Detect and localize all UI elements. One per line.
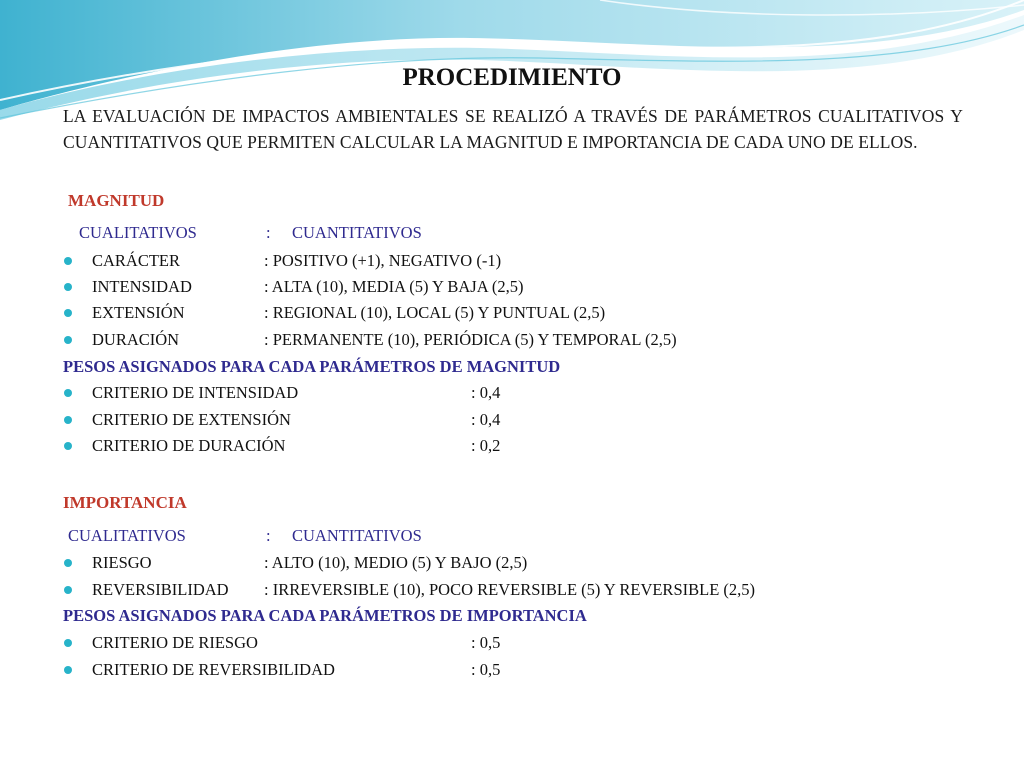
item-label: RIESGO <box>92 553 152 572</box>
item-value: : PERMANENTE (10), PERIÓDICA (5) Y TEMPORAL (2,5) <box>264 330 677 349</box>
weight-label: CRITERIO DE EXTENSIÓN <box>92 410 291 429</box>
item-label: DURACIÓN <box>92 330 180 349</box>
bullet-icon <box>64 559 72 567</box>
bullet-icon <box>64 336 72 344</box>
weight-value: : 0,5 <box>471 660 501 679</box>
weight-label: CRITERIO DE REVERSIBILIDAD <box>92 660 335 679</box>
weight-label: CRITERIO DE RIESGO <box>92 633 258 652</box>
bullet-icon <box>64 666 72 674</box>
bullet-icon <box>64 389 72 397</box>
bullet-icon <box>64 442 72 450</box>
item-label: REVERSIBILIDAD <box>92 580 229 599</box>
weight-value: : 0,4 <box>471 410 501 429</box>
importancia-col-left: CUALITATIVOS <box>68 526 186 545</box>
item-label: CARÁCTER <box>92 251 181 270</box>
item-value: : REGIONAL (10), LOCAL (5) Y PUNTUAL (2,5) <box>264 303 606 322</box>
importancia-heading: IMPORTANCIA <box>63 493 187 512</box>
magnitud-heading: MAGNITUD <box>68 191 165 210</box>
weight-value: : 0,5 <box>471 633 501 652</box>
item-value: : ALTO (10), MEDIO (5) Y BAJO (2,5) <box>264 553 528 572</box>
weight-value: : 0,4 <box>471 383 501 402</box>
item-value: : IRREVERSIBLE (10), POCO REVERSIBLE (5) Y REVERSIBLE (2,5) <box>264 580 756 599</box>
magnitud-col-sep: : <box>266 223 271 242</box>
bullet-icon <box>64 257 72 265</box>
item-label: EXTENSIÓN <box>92 303 185 322</box>
intro-paragraph: LA EVALUACIÓN DE IMPACTOS AMBIENTALES SE REALIZÓ A TRAVÉS DE PARÁMETROS CUALITATIVOS Y CUANTITATIVOS QUE PERMITEN CALCULAR LA MAGNITUD E IMPORTANCIA DE CADA UNO DE ELLOS. <box>63 106 963 152</box>
magnitud-weights-heading: PESOS ASIGNADOS PARA CADA PARÁMETROS DE MAGNITUD <box>63 357 561 376</box>
importancia-col-sep: : <box>266 526 271 545</box>
weight-value: : 0,2 <box>471 436 501 455</box>
bullet-icon <box>64 586 72 594</box>
importancia-col-right: CUANTITATIVOS <box>292 526 422 545</box>
bullet-icon <box>64 639 72 647</box>
bullet-icon <box>64 283 72 291</box>
bullet-icon <box>64 416 72 424</box>
magnitud-col-left: CUALITATIVOS <box>79 223 197 242</box>
bullet-icon <box>64 309 72 317</box>
magnitud-col-right: CUANTITATIVOS <box>292 223 422 242</box>
importancia-weights-heading: PESOS ASIGNADOS PARA CADA PARÁMETROS DE IMPORTANCIA <box>63 606 587 625</box>
item-label: INTENSIDAD <box>92 277 192 296</box>
item-value: : POSITIVO (+1), NEGATIVO (-1) <box>264 251 502 270</box>
weight-label: CRITERIO DE DURACIÓN <box>92 436 286 455</box>
item-value: : ALTA (10), MEDIA (5) Y BAJA (2,5) <box>264 277 524 296</box>
slide-title: PROCEDIMIENTO <box>402 64 622 91</box>
weight-label: CRITERIO DE INTENSIDAD <box>92 383 299 402</box>
